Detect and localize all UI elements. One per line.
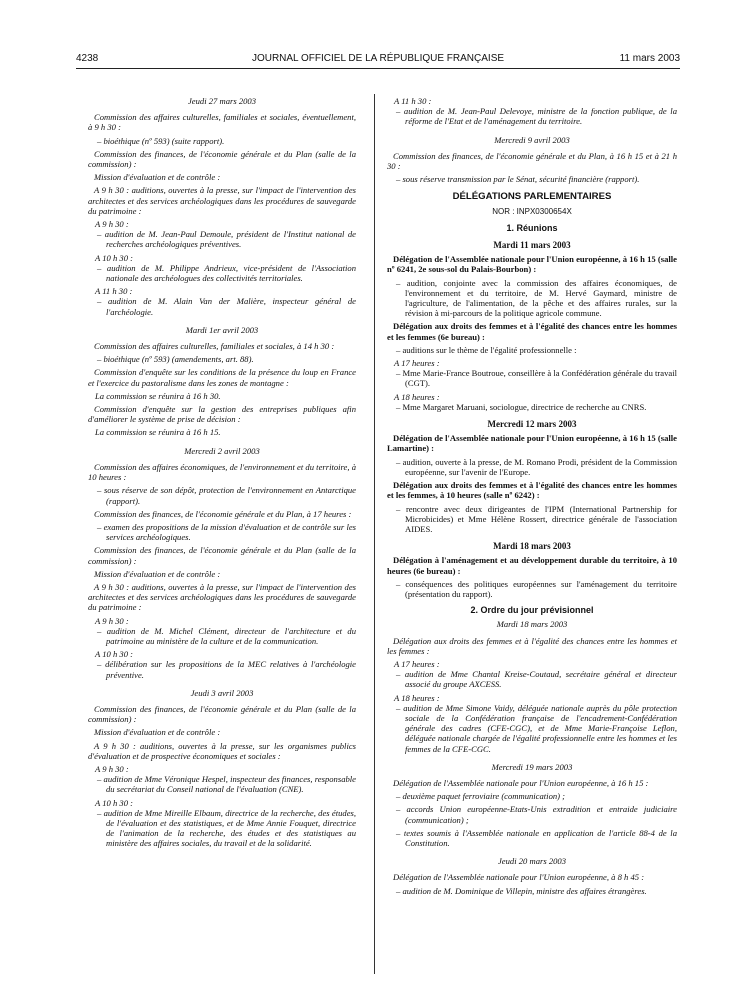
list-item: – textes soumis à l'Assemblée nationale en application de l'article 88-4 de la Constitution. (396, 827, 677, 848)
list-item: – délibération sur les propositions de la MEC relatives à l'archéologie préventive. (97, 659, 356, 680)
header-rule (76, 68, 680, 69)
list-item: – sous réserve de son dépôt, protection de l'environnement en Antarctique (rapport). (97, 485, 356, 506)
subsection-title: 1. Réunions (506, 222, 558, 233)
time-label: A 10 h 30 : (95, 797, 134, 808)
subsection-title: 2. Ordre du jour prévisionnel (470, 605, 594, 616)
list-item: – audition de Mme Simone Vaidy, déléguée nationale auprès du pôle protection sociale de la Confédération française de l'encadrement-Confédération générale des cadres (CFE-CGC), et de Mme Marie-Françoise Leflon, déléguée nationale chargée de l'égalité professionnelle entre les hommes et les femmes de la CFE-CGC. (396, 702, 677, 754)
paragraph: Mission d'évaluation et de contrôle : (94, 727, 221, 738)
time-label: A 17 heures : (394, 358, 440, 369)
paragraph: Commission des finances, de l'économie générale et du Plan (salle de la commission) : (88, 148, 356, 170)
day-heading: Mercredi 19 mars 2003 (491, 761, 573, 772)
note: La commission se réunira à 16 h 15. (95, 427, 221, 438)
list-item: – audition de M. Alain Van der Malière, inspecteur général de l'archéologie. (97, 296, 356, 317)
running-header (76, 53, 680, 67)
list-item: – Mme Margaret Maruani, sociologue, directrice de recherche au CNRS. (396, 401, 647, 412)
day-heading: Jeudi 3 avril 2003 (190, 687, 254, 698)
time-label: A 18 heures : (394, 692, 440, 703)
time-label: A 10 h 30 : (95, 649, 134, 660)
right-column (387, 96, 677, 899)
day-heading: Mardi 18 mars 2003 (493, 541, 571, 552)
time-label: A 9 h 30 : (95, 763, 129, 774)
list-item: – deuxième paquet ferroviaire (communication) ; (396, 791, 566, 802)
time-label: A 18 heures : (394, 391, 440, 402)
paragraph: Commission des finances, de l'économie générale et du Plan (salle de la commission) : (88, 545, 356, 566)
day-heading: Mardi 1er avril 2003 (185, 324, 259, 335)
paragraph: Commission des finances, de l'économie générale et du Plan (salle de la commission) : (88, 703, 356, 725)
paragraph: Commission d'enquête sur les conditions de la présence du loup en France et l'exercice du pastoralisme dans les zones de montagne : (88, 367, 356, 388)
list-item: – conséquences des politiques européennes sur l'aménagement du territoire (présentation du rapport). (396, 578, 677, 599)
paragraph: Mission d'évaluation et de contrôle : (94, 172, 221, 183)
paragraph: Commission des affaires économiques, de l'environnement et du territoire, à 10 heures : (88, 461, 356, 483)
time-label: A 11 h 30 : (394, 96, 432, 106)
list-item: – sous réserve transmission par le Sénat, sécurité financière (rapport). (396, 174, 640, 185)
day-heading: Jeudi 20 mars 2003 (497, 856, 567, 867)
issue-date: 11 mars 2003 (619, 53, 680, 64)
paragraph: Délégation aux droits des femmes et à l'égalité des chances entre les hommes et les femmes, à 10 heures (salle nº 6242) : (387, 480, 677, 501)
paragraph: Délégation de l'Assemblée nationale pour l'Union européenne, à 16 h 15 (salle nº 6241, 2e sous-sol du Palais-Bourbon) : (387, 254, 677, 275)
list-item: – audition de M. Philippe Andrieux, vice-président de l'Association nationale des archéologues des collectivités territoriales. (97, 262, 356, 284)
list-item: – audition de Mme Chantal Kreise-Coutaud, secrétaire général et directeur associé du groupe AXCESS. (396, 669, 677, 690)
day-heading: Mercredi 9 avril 2003 (494, 134, 570, 145)
paragraph: Commission d'enquête sur la gestion des entreprises publiques afin d'améliorer le système de prise de décision : (88, 404, 356, 425)
list-item: – audition de M. Jean-Paul Delevoye, ministre de la fonction publique, de la réforme de l'Etat et de l'aménagement du territoire. (396, 106, 677, 127)
list-item: – examen des propositions de la mission d'évaluation et de contrôle sur les services archéologiques. (97, 521, 356, 543)
paragraph: Délégation aux droits des femmes et à l'égalité des chances entre les hommes et les femmes : (387, 635, 677, 656)
paragraph: A 9 h 30 : auditions, ouvertes à la presse, sur l'impact de l'intervention des architectes et des services archéologiques dans les procédures de sauvegarde du patrimoine : (88, 185, 356, 216)
list-item: – audition de Mme Véronique Hespel, inspecteur des finances, responsable du secrétariat du Conseil national de l'évaluation (CNE). (97, 774, 356, 795)
paragraph: A 9 h 30 : auditions, ouvertes à la presse, sur l'impact de l'intervention des architectes et des services archéologiques dans les procédures de sauvegarde du patrimoine : (88, 581, 356, 613)
page-number: 4238 (76, 53, 99, 64)
paragraph: Délégation à l'aménagement et au développement durable du territoire, à 10 heures (6e bureau) : (387, 555, 677, 576)
day-heading: Mardi 11 mars 2003 (493, 240, 571, 251)
paragraph: Mission d'évaluation et de contrôle : (94, 568, 221, 579)
column-divider (374, 94, 375, 974)
paragraph: Commission des affaires culturelles, familiales et sociales, éventuellement, à 9 h 30 : (88, 112, 356, 133)
day-heading: Mardi 18 mars 2003 (496, 619, 568, 630)
paragraph: Commission des finances, de l'économie générale et du Plan, à 17 heures : (94, 508, 352, 519)
list-item: – audition de M. Michel Clément, directeur de l'architecture et du patrimoine au ministère de la culture et de la communication. (97, 625, 356, 646)
left-column (88, 96, 356, 852)
day-heading: Mercredi 2 avril 2003 (184, 445, 260, 456)
time-label: A 11 h 30 : (95, 286, 133, 297)
paragraph: A 9 h 30 : auditions, ouvertes à la presse, sur les organismes publics d'évaluation et de prospective économiques et sociales : (88, 740, 356, 761)
journal-title: JOURNAL OFFICIEL DE LA RÉPUBLIQUE FRANÇAISE (251, 53, 505, 64)
list-item: – rencontre avec deux dirigeantes de l'IPM (International Partnership for Microbicides) et Mme Hélène Rossert, directrice générale de l'association AIDES. (396, 503, 677, 534)
time-label: A 9 h 30 : (95, 615, 129, 626)
day-heading: Mercredi 12 mars 2003 (487, 419, 577, 430)
paragraph: Délégation aux droits des femmes et à l'égalité des chances entre les hommes et les femmes (6e bureau) : (387, 321, 677, 342)
time-label: A 17 heures : (394, 658, 440, 669)
time-label: A 9 h 30 : (95, 219, 129, 230)
paragraph: Délégation de l'Assemblée nationale pour l'Union européenne, à 8 h 45 : (393, 872, 645, 883)
list-item: – audition de M. Dominique de Villepin, ministre des affaires étrangères. (396, 885, 647, 896)
paragraph: Commission des affaires culturelles, familiales et sociales, à 14 h 30 : (94, 341, 335, 352)
paragraph: Délégation de l'Assemblée nationale pour l'Union européenne, à 16 h 15 : (393, 777, 649, 788)
list-item: – bioéthique (nº 593) (suite rapport). (97, 135, 225, 146)
paragraph: Délégation de l'Assemblée nationale pour l'Union européenne, à 16 h 15 (salle Lamartine) : (387, 433, 677, 454)
list-item: – audition, ouverte à la presse, de M. Romano Prodi, président de la Commission européenne, sur l'avenir de l'Europe. (396, 456, 677, 477)
list-item: – bioéthique (nº 593) (amendements, art. 88). (97, 354, 254, 365)
nor-reference: NOR : INPX0300654X (492, 206, 572, 216)
list-item: – audition de M. Jean-Paul Demoule, président de l'Institut national de recherches archéologiques préventives. (97, 229, 356, 250)
list-item: – Mme Marie-France Boutroue, conseillère à la Confédération générale du travail (CGT). (396, 368, 677, 389)
list-item: – audition, conjointe avec la commission des affaires économiques, de l'environnement et du territoire, de M. Hervé Gaymard, ministre de l'agriculture, de l'alimentation, de la pêche et des affaires rurales, sur la révision à mi-parcours de la politique agricole commune. (396, 277, 677, 319)
list-item: – audition de Mme Mireille Elbaum, directrice de la recherche, des études, de l'évaluation et des statistiques, et de Mme Annie Fouquet, directrice de l'animation de la recherche, des études et des statistiques au ministère des affaires sociales, du travail et de la solidarité. (97, 807, 356, 849)
list-item: – auditions sur le thème de l'égalité professionnelle : (396, 344, 577, 355)
list-item: – accords Union européenne-Etats-Unis extradition et entraide judiciaire (communication) ; (396, 804, 677, 825)
paragraph: Commission des finances, de l'économie générale et du Plan, à 16 h 15 et à 21 h 30 : (387, 150, 677, 172)
note: La commission se réunira à 16 h 30. (95, 390, 221, 401)
section-title: DÉLÉGATIONS PARLEMENTAIRES (452, 191, 612, 203)
day-heading: Jeudi 27 mars 2003 (187, 96, 257, 106)
time-label: A 10 h 30 : (95, 252, 134, 263)
